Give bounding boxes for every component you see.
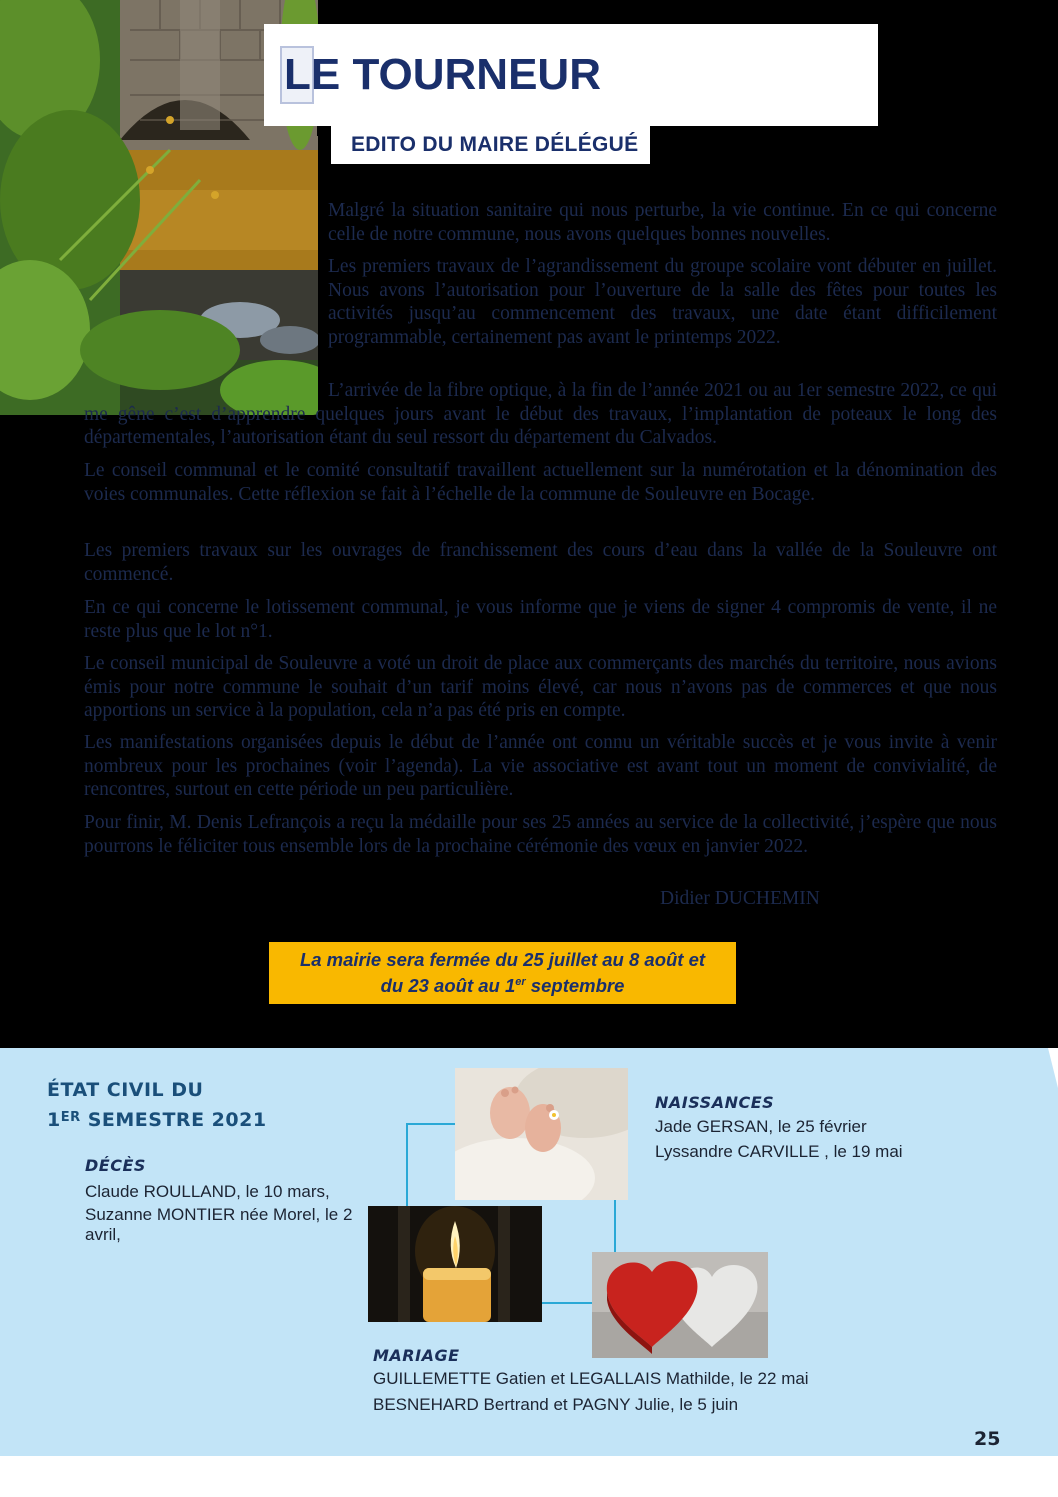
- page-number: 25: [974, 1428, 1001, 1450]
- page-subtitle: EDITO DU MAIRE DÉLÉGUÉ: [351, 133, 639, 156]
- connector-line: [614, 1200, 616, 1252]
- etat-title-superscript: ER: [60, 1110, 81, 1125]
- etat-civil-title: [47, 1076, 267, 1134]
- deces-entry: Suzanne MONTIER née Morel, le 2 avril,: [85, 1205, 353, 1244]
- connector-line: [406, 1123, 408, 1207]
- edito-paragraph: Le conseil municipal de Souleuvre a voté un droit de place aux commerçants des marchés du territoire, nous avions émis pour notre commune le souhait d’un tarif moins élevé, car nous n’avons pas de commerces et que nous apportions un service à la population, cela n’a pas été pris en compte.: [84, 653, 997, 721]
- deces-entry: Claude ROULLAND, le 10 mars,: [85, 1182, 330, 1201]
- etat-title-line-1: ÉTAT CIVIL DU: [47, 1079, 204, 1101]
- edito-paragraph: Les manifestations organisées depuis le début de l’année ont connu un véritable succès et je vous invite à venir nombreux pour les prochaines (voir l’agenda). La vie associative est avant tout un moment de convivialité, de rencontres, surtout en cette période un peu particulière.: [84, 732, 997, 800]
- etat-civil-section: [0, 1048, 1058, 1456]
- hearts-photo: [592, 1252, 768, 1358]
- edito-paragraph: Les premiers travaux sur les ouvrages de franchissement des cours d’eau dans la vallée de la Souleuvre ont commencé.: [84, 540, 997, 585]
- candle-photo: [368, 1206, 542, 1322]
- edito-paragraph: Le conseil communal et le comité consultatif travaillent actuellement sur la numérotation et la dénomination des voies communales. Cette réflexion se fait à l’échelle de la commune de Souleuvre en Bocage.: [84, 460, 997, 505]
- title-box: [264, 24, 878, 126]
- subtitle-box: [331, 126, 650, 164]
- notice-line-2: [269, 971, 736, 997]
- naissances-heading: NAISSANCES: [655, 1093, 775, 1112]
- connector-line: [406, 1123, 456, 1125]
- edito-paragraph: En ce qui concerne le lotissement communal, je vous informe que je viens de signer 4 compromis de vente, il ne reste plus que le lot n°1.: [84, 597, 997, 642]
- edito-paragraph: Pour finir, M. Denis Lefrançois a reçu la médaille pour ses 25 années au service de la collectivité, j’espère que nous pourrons le féliciter tous ensemble lors de la prochaine cérémonie des vœux en janvier 2022.: [84, 812, 997, 857]
- edito-paragraph: Malgré la situation sanitaire qui nous perturbe, la vie continue. En ce qui concerne celle de notre commune, nous avons quelques bonnes nouvelles.: [328, 200, 997, 245]
- etat-title-number: 1: [47, 1109, 61, 1131]
- notice-line-2-start: du 23 août au 1: [380, 975, 516, 997]
- notice-superscript: er: [515, 975, 526, 988]
- edito-paragraph: L’arrivée de la fibre optique, à la fin de l’année 2021 ou au 1er semestre 2022, ce qui me gêne c’est d’apprendre quelques jours avant le début des travaux, l’implantation de poteaux le long des départementales, l’autorisation étant du seul ressort du département du Calvados.: [84, 380, 997, 448]
- naissance-entry: Lyssandre CARVILLE , le 19 mai: [655, 1142, 903, 1161]
- connector-line: [542, 1302, 592, 1304]
- mariage-entry: GUILLEMETTE Gatien et LEGALLAIS Mathilde, le 22 mai: [373, 1369, 809, 1388]
- baby-feet-photo: [455, 1068, 628, 1200]
- signature: Didier DUCHEMIN: [660, 888, 820, 909]
- naissance-entry: Jade GERSAN, le 25 février: [655, 1117, 867, 1136]
- page-title: LE TOURNEUR: [284, 50, 601, 99]
- etat-title-line-2: [47, 1104, 267, 1134]
- edito-paragraph: Les premiers travaux de l’agrandissement du groupe scolaire vont débuter en juillet. Nous avons l’autorisation pour l’ouverture de la salle des fêtes pour toutes les activités jusqu’au commencement des travaux, une date étant difficilement programmable, certainement pas avant le printemps 2022.: [328, 256, 997, 348]
- notice-line-2-end: septembre: [525, 975, 625, 997]
- etat-title-rest: SEMESTRE 2021: [80, 1109, 267, 1131]
- section-corner-notch: [1048, 1048, 1058, 1088]
- closure-notice: [269, 942, 736, 1004]
- mariage-entry: BESNEHARD Bertrand et PAGNY Julie, le 5 juin: [373, 1395, 739, 1414]
- mariage-heading: MARIAGE: [373, 1346, 460, 1365]
- deces-heading: DÉCÈS: [85, 1156, 146, 1175]
- notice-line-1: La mairie sera fermée du 25 juillet au 8 août et: [299, 948, 706, 970]
